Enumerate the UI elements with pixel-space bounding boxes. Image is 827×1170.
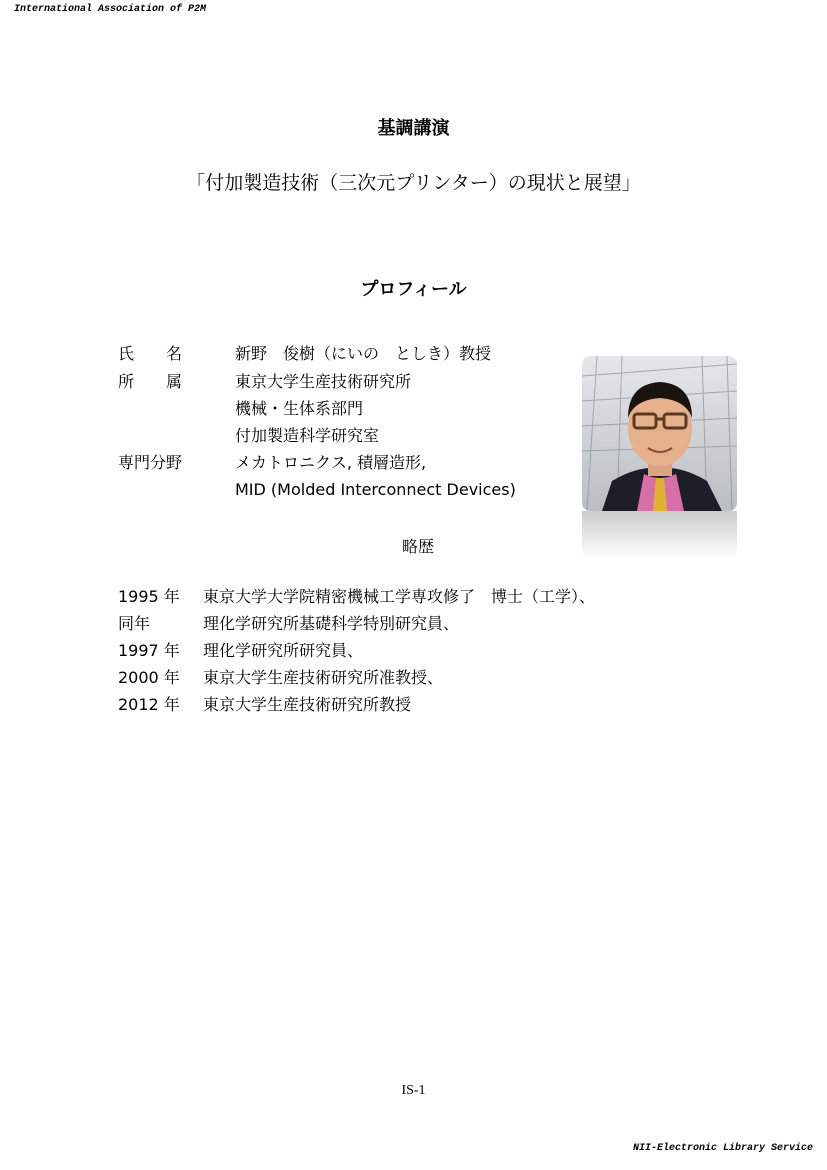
history-text: 東京大学生産技術研究所准教授、 xyxy=(203,668,444,687)
lecture-title: 「付加製造技術（三次元プリンター）の現状と展望」 xyxy=(186,172,641,194)
affiliation-label: 所 属 xyxy=(118,372,183,391)
history-text: 東京大学生産技術研究所教授 xyxy=(203,695,412,714)
portrait-reflection xyxy=(582,511,737,559)
history-year: 1997 年 xyxy=(118,641,180,660)
field-line: メカトロニクス, 積層造形, xyxy=(235,453,427,472)
affiliation-line: 機械・生体系部門 xyxy=(235,399,364,418)
header-organization: International Association of P2M xyxy=(14,4,207,15)
history-heading: 略歴 xyxy=(402,537,435,556)
footer-service: NII-Electronic Library Service xyxy=(632,1143,813,1154)
portrait-photo xyxy=(582,356,737,511)
keynote-heading: 基調講演 xyxy=(377,118,450,139)
history-text: 東京大学大学院精密機械工学専攻修了 博士（工学）、 xyxy=(203,587,596,606)
affiliation-line: 東京大学生産技術研究所 xyxy=(235,372,412,391)
name-value: 新野 俊樹（にいの としき）教授 xyxy=(235,344,492,363)
history-year: 同年 xyxy=(118,614,151,633)
history-text: 理化学研究所基礎科学特別研究員、 xyxy=(203,614,460,633)
affiliation-line: 付加製造科学研究室 xyxy=(235,426,380,445)
name-label: 氏 名 xyxy=(118,344,183,363)
history-text: 理化学研究所研究員、 xyxy=(203,641,364,660)
page-number: IS-1 xyxy=(401,1083,426,1098)
history-year: 2000 年 xyxy=(118,668,180,687)
history-year: 1995 年 xyxy=(118,587,180,606)
field-line: MID (Molded Interconnect Devices) xyxy=(235,480,516,499)
profile-heading: プロフィール xyxy=(360,279,467,300)
field-label: 専門分野 xyxy=(118,453,183,472)
history-year: 2012 年 xyxy=(118,695,180,714)
